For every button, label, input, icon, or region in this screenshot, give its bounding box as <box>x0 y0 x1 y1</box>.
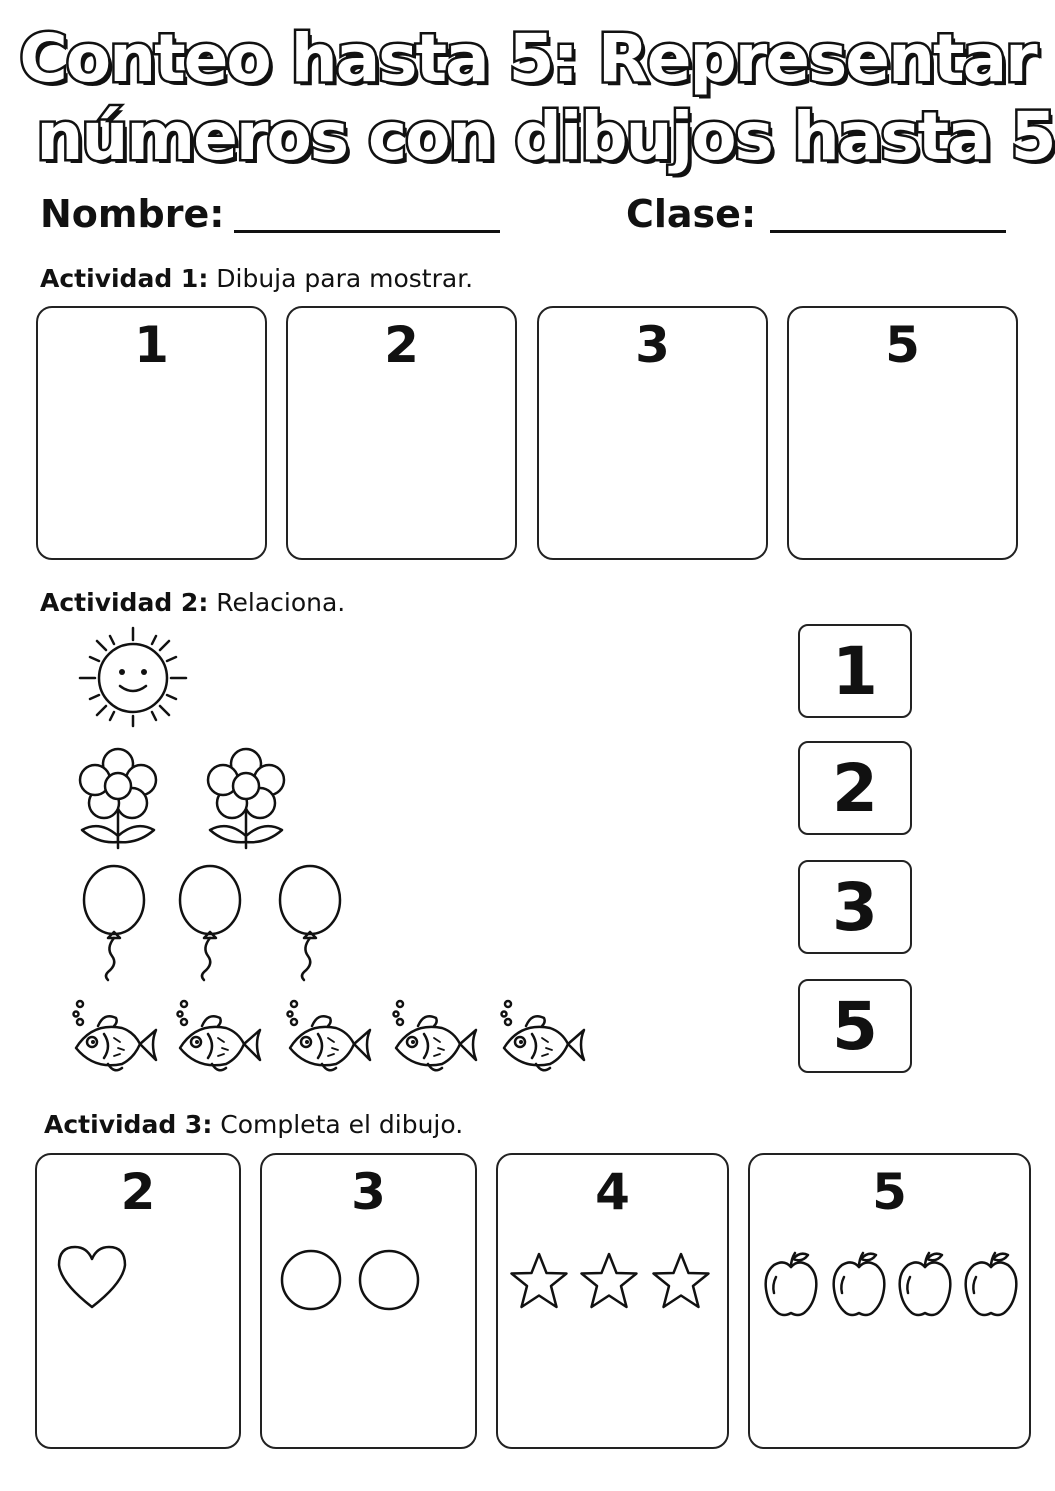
name-field[interactable] <box>234 230 500 233</box>
flower-icon[interactable] <box>78 748 158 850</box>
activity-1-heading <box>40 264 473 293</box>
activity-2-instruction: Relaciona. <box>216 588 346 617</box>
balloon-icon[interactable] <box>276 864 344 984</box>
balloon-icon[interactable] <box>176 864 244 984</box>
star-icon <box>650 1251 712 1313</box>
complete-box-2[interactable] <box>35 1153 241 1449</box>
class-label: Clase: <box>626 192 757 236</box>
worksheet-title-line-1: Conteo hasta 5: Representar <box>19 20 1036 97</box>
heart-icon <box>55 1243 129 1311</box>
apple-icon <box>762 1249 820 1319</box>
apple-icon <box>896 1249 954 1319</box>
activity-3-label: Actividad 3: <box>44 1110 213 1139</box>
sun-icon[interactable] <box>70 624 194 728</box>
draw-box-number: 3 <box>635 316 670 374</box>
fish-icon[interactable] <box>172 998 264 1076</box>
activity-3-instruction: Completa el dibujo. <box>220 1110 464 1139</box>
complete-box-number: 4 <box>595 1163 630 1221</box>
complete-box-4[interactable] <box>496 1153 729 1449</box>
fish-icon[interactable] <box>388 998 480 1076</box>
draw-box-1[interactable] <box>36 306 267 560</box>
match-number-3[interactable]: 3 <box>798 860 912 954</box>
class-field[interactable] <box>770 230 1006 233</box>
complete-box-3[interactable] <box>260 1153 477 1449</box>
complete-box-5[interactable] <box>748 1153 1031 1449</box>
draw-box-number: 2 <box>384 316 419 374</box>
match-number-1[interactable]: 1 <box>798 624 912 718</box>
complete-box-number: 5 <box>872 1163 907 1221</box>
draw-box-5[interactable] <box>787 306 1018 560</box>
fish-icon[interactable] <box>496 998 588 1076</box>
fish-icon[interactable] <box>282 998 374 1076</box>
match-number-5[interactable]: 5 <box>798 979 912 1073</box>
activity-2-label: Actividad 2: <box>40 588 209 617</box>
activity-1-instruction: Dibuja para mostrar. <box>216 264 474 293</box>
star-icon <box>508 1251 570 1313</box>
name-label: Nombre: <box>40 192 225 236</box>
draw-box-3[interactable] <box>537 306 768 560</box>
complete-box-number: 3 <box>351 1163 386 1221</box>
fish-icon[interactable] <box>68 998 160 1076</box>
complete-box-number: 2 <box>120 1163 156 1221</box>
circle-icon <box>280 1247 346 1313</box>
draw-box-number: 5 <box>885 316 920 374</box>
match-number-2[interactable]: 2 <box>798 741 912 835</box>
apple-icon <box>962 1249 1020 1319</box>
draw-box-number: 1 <box>134 316 169 374</box>
draw-box-2[interactable] <box>286 306 517 560</box>
balloon-icon[interactable] <box>80 864 148 984</box>
activity-1-label: Actividad 1: <box>40 264 209 293</box>
activity-2-heading <box>40 588 345 617</box>
circle-icon <box>358 1247 424 1313</box>
star-icon <box>578 1251 640 1313</box>
worksheet-title-line-2: números con dibujos hasta 5 <box>36 98 1055 175</box>
activity-3-heading <box>44 1110 463 1139</box>
apple-icon <box>830 1249 888 1319</box>
flower-icon[interactable] <box>206 748 286 850</box>
